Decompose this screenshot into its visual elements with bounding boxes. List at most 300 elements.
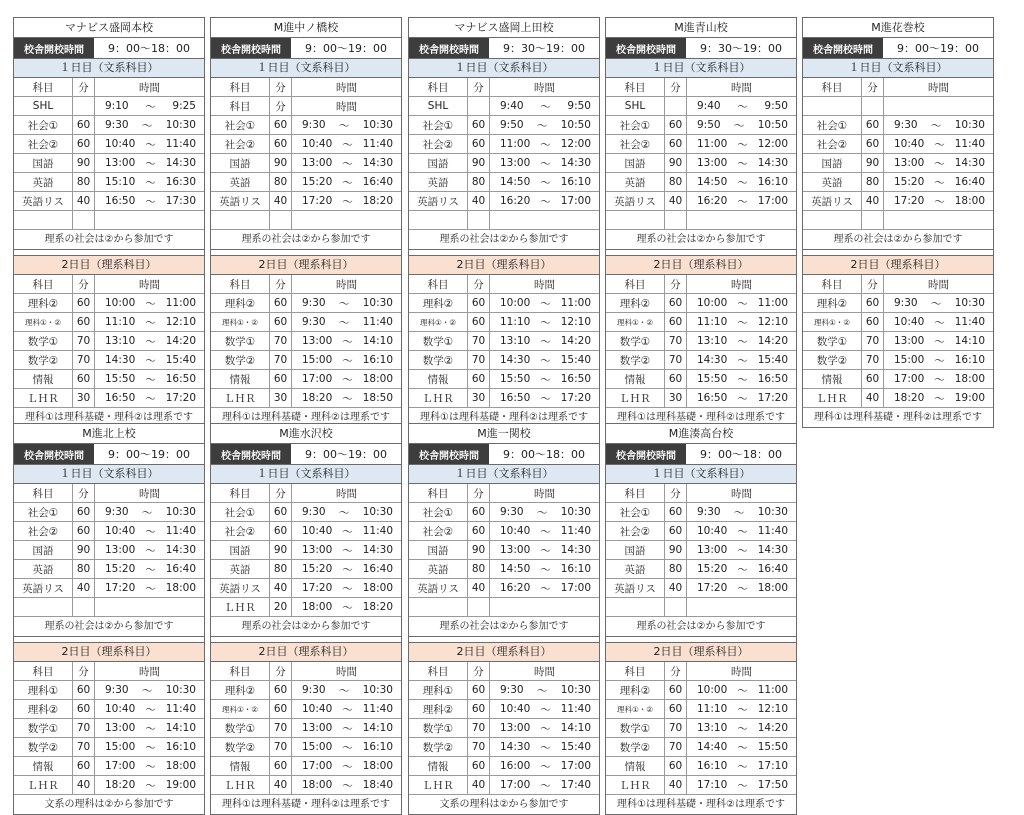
time-cell	[95, 503, 204, 521]
subject-cell: 情報	[606, 370, 665, 388]
subject-cell: 社会②	[211, 522, 270, 540]
table-row	[211, 154, 401, 173]
time-cell	[490, 116, 599, 134]
start-time: 15:00	[894, 354, 925, 366]
subject-cell	[14, 598, 73, 616]
time-cell	[884, 332, 993, 350]
minutes-cell: 60	[73, 135, 95, 153]
opening-hours-row	[409, 444, 599, 465]
time-cell	[687, 97, 796, 115]
start-time: 16:50	[105, 392, 136, 404]
time-cell	[95, 681, 204, 699]
table-row	[409, 97, 599, 116]
end-time: 11:00	[165, 297, 196, 309]
subject-cell: 社会①	[211, 116, 270, 134]
end-time: 9:25	[172, 100, 196, 112]
minutes-cell: 80	[468, 173, 490, 191]
end-time: 19:00	[954, 392, 985, 404]
minutes-cell	[270, 211, 292, 229]
end-time: 18:00	[757, 582, 788, 594]
table-row	[803, 135, 993, 154]
subject-cell: 理科②	[606, 294, 665, 312]
end-time: 11:40	[757, 525, 788, 537]
table-row	[606, 700, 796, 719]
table-row	[409, 351, 599, 370]
table-row	[14, 681, 204, 700]
subject-cell: 理科②	[409, 700, 468, 718]
end-time: 16:10	[165, 741, 196, 753]
tilde: ～	[141, 506, 153, 519]
school-schedule	[13, 423, 205, 815]
table-row	[803, 211, 993, 230]
end-time: 17:10	[757, 760, 788, 772]
start-time: 14:40	[697, 741, 728, 753]
minutes-cell	[665, 598, 687, 616]
tilde: ～	[342, 373, 353, 386]
subject-cell: 英語リス	[14, 579, 73, 597]
subject-cell: 社会①	[803, 116, 862, 134]
time-cell	[95, 522, 204, 540]
opening-hours-value: 9：00～18：00	[108, 42, 190, 55]
day2-header: 2日目（理系科目）	[211, 256, 401, 275]
time-cell	[490, 757, 599, 775]
start-time: 17:00	[894, 373, 925, 385]
end-time: 15:50	[757, 741, 788, 753]
tilde: ～	[737, 779, 748, 792]
end-time: 11:40	[362, 316, 393, 328]
subject-cell: 科目	[211, 97, 270, 115]
table-row	[803, 97, 993, 116]
minutes-cell: 40	[862, 389, 884, 407]
opening-hours-label: 校舎開校時間	[409, 38, 489, 58]
subject-cell: 国語	[409, 154, 468, 172]
table-row	[606, 522, 796, 541]
minutes-cell: 60	[270, 135, 292, 153]
minutes-cell: 60	[665, 135, 687, 153]
table-row	[14, 351, 204, 370]
column-header-minutes: 分	[270, 662, 292, 680]
tilde: ～	[342, 195, 353, 208]
column-header-subject: 科目	[14, 484, 73, 502]
subject-cell: 国語	[409, 541, 468, 559]
subject-cell	[803, 97, 862, 115]
table-row	[211, 294, 401, 313]
minutes-cell: 40	[665, 579, 687, 597]
end-time: 10:30	[165, 684, 196, 696]
day2-note: 文系の理科は②から参加です	[439, 799, 569, 810]
column-header-time: 時間	[731, 487, 752, 500]
subject-cell: 理科①・②	[211, 700, 270, 718]
column-header-time: 時間	[731, 665, 752, 678]
opening-hours-row	[14, 444, 204, 465]
minutes-cell: 60	[270, 757, 292, 775]
opening-hours-row	[409, 38, 599, 59]
time-cell	[292, 192, 401, 210]
table-row	[409, 738, 599, 757]
start-time: 15:50	[500, 373, 531, 385]
school-name: M進花巻校	[803, 18, 993, 38]
end-time: 10:30	[954, 297, 985, 309]
column-header-subject: 科目	[606, 662, 665, 680]
column-header-subject: 科目	[211, 662, 270, 680]
end-time: 14:30	[560, 157, 591, 169]
column-header-minutes: 分	[73, 78, 95, 96]
table-row	[211, 192, 401, 211]
tilde: ～	[342, 563, 353, 576]
start-time: 9:30	[500, 506, 524, 518]
day1-note: 理系の社会は②から参加です	[409, 230, 599, 250]
table-row	[14, 294, 204, 313]
start-time: 9:10	[105, 100, 129, 112]
table-row	[211, 738, 401, 757]
start-time: 14:30	[500, 354, 531, 366]
column-header-time: 時間	[139, 81, 160, 94]
table-row	[606, 211, 796, 230]
end-time: 15:40	[165, 354, 196, 366]
column-header-row	[803, 78, 993, 97]
table-row	[14, 97, 204, 116]
table-row	[409, 173, 599, 192]
end-time: 16:10	[757, 176, 788, 188]
minutes-cell: 60	[468, 522, 490, 540]
subject-cell: 情報	[606, 757, 665, 775]
opening-hours-value: 9：00～19：00	[897, 42, 979, 55]
subject-cell: 国語	[14, 154, 73, 172]
tilde: ～	[342, 354, 353, 367]
time-cell	[884, 211, 993, 229]
end-time: 11:40	[165, 703, 196, 715]
table-row	[409, 700, 599, 719]
minutes-cell: 40	[270, 579, 292, 597]
table-row	[211, 776, 401, 795]
time-cell	[687, 681, 796, 699]
tilde: ～	[540, 779, 551, 792]
time-cell	[95, 370, 204, 388]
start-time: 11:10	[500, 316, 531, 328]
minutes-cell: 60	[862, 313, 884, 331]
time-cell	[292, 560, 401, 578]
table-row	[14, 700, 204, 719]
column-header-time: 時間	[336, 665, 357, 678]
table-row	[606, 681, 796, 700]
column-header-row	[14, 484, 204, 503]
day1-note: 理系の社会は②から参加です	[14, 617, 204, 637]
minutes-cell: 70	[270, 719, 292, 737]
subject-cell	[803, 211, 862, 229]
tilde: ～	[145, 779, 156, 792]
end-time: 15:40	[560, 741, 591, 753]
school-name: マナビス盛岡本校	[14, 18, 204, 38]
day2-note: 理科①は理科基礎・理科②は理系です	[617, 412, 785, 423]
column-header-minutes: 分	[270, 78, 292, 96]
subject-cell: ＬＨＲ	[606, 389, 665, 407]
subject-cell: ＬＨＲ	[211, 389, 270, 407]
start-time: 9:30	[894, 119, 918, 131]
opening-hours-row	[211, 38, 401, 59]
end-time: 16:30	[165, 176, 196, 188]
start-time: 10:40	[302, 138, 333, 150]
end-time: 18:00	[165, 760, 196, 772]
start-time: 13:10	[697, 335, 728, 347]
subject-cell: 情報	[14, 370, 73, 388]
time-cell	[490, 700, 599, 718]
time-cell	[490, 370, 599, 388]
tilde: ～	[737, 392, 748, 405]
day1-header: １日目（文系科目）	[14, 465, 204, 484]
tilde: ～	[540, 544, 551, 557]
subject-cell: 英語	[409, 560, 468, 578]
time-cell	[490, 192, 599, 210]
minutes-cell: 40	[73, 579, 95, 597]
minutes-cell: 60	[270, 116, 292, 134]
end-time: 16:40	[362, 176, 393, 188]
school-schedule	[13, 17, 205, 428]
time-cell	[687, 579, 796, 597]
column-header-minutes: 分	[73, 662, 95, 680]
table-row	[211, 503, 401, 522]
minutes-cell: 60	[468, 370, 490, 388]
minutes-cell: 80	[862, 173, 884, 191]
minutes-cell: 90	[468, 541, 490, 559]
subject-cell: ＬＨＲ	[211, 598, 270, 616]
tilde: ～	[737, 157, 748, 170]
subject-cell: 数学②	[803, 351, 862, 369]
tilde: ～	[737, 373, 748, 386]
subject-cell: 理科①・②	[211, 313, 270, 331]
table-row	[409, 541, 599, 560]
tilde: ～	[737, 195, 748, 208]
tilde: ～	[930, 119, 942, 132]
end-time: 9:50	[764, 100, 788, 112]
minutes-cell: 20	[270, 598, 292, 616]
tilde: ～	[145, 354, 156, 367]
start-time: 10:40	[894, 138, 925, 150]
opening-hours-value: 9：00～18：00	[700, 448, 782, 461]
table-row	[409, 154, 599, 173]
opening-hours-value: 9：00～18：00	[503, 448, 585, 461]
minutes-cell: 60	[665, 757, 687, 775]
end-time: 17:30	[165, 195, 196, 207]
start-time: 14:30	[500, 741, 531, 753]
table-row	[409, 332, 599, 351]
minutes-cell: 60	[73, 503, 95, 521]
end-time: 17:20	[560, 392, 591, 404]
end-time: 14:30	[362, 157, 393, 169]
minutes-cell: 60	[468, 116, 490, 134]
school-schedule	[408, 17, 600, 428]
day2-note: 理科①は理科基礎・理科②は理系です	[222, 799, 390, 810]
column-header-minutes: 分	[665, 275, 687, 293]
table-row	[14, 503, 204, 522]
end-time: 10:30	[560, 506, 591, 518]
subject-cell: 国語	[803, 154, 862, 172]
time-cell	[687, 211, 796, 229]
tilde: ～	[342, 138, 353, 151]
end-time: 10:30	[954, 119, 985, 131]
time-cell	[292, 503, 401, 521]
end-time: 18:00	[165, 582, 196, 594]
time-cell	[95, 738, 204, 756]
subject-cell	[606, 211, 665, 229]
subject-cell: 理科②	[606, 681, 665, 699]
minutes-cell: 80	[468, 560, 490, 578]
table-row	[409, 579, 599, 598]
time-cell	[687, 700, 796, 718]
subject-cell: 数学①	[14, 719, 73, 737]
subject-cell: 英語リス	[606, 579, 665, 597]
tilde: ～	[540, 354, 551, 367]
minutes-cell: 70	[665, 738, 687, 756]
tilde: ～	[342, 601, 353, 614]
column-header-subject: 科目	[14, 662, 73, 680]
minutes-cell: 60	[468, 681, 490, 699]
subject-cell: ＬＨＲ	[14, 389, 73, 407]
tilde: ～	[540, 100, 551, 113]
tilde: ～	[145, 722, 156, 735]
minutes-cell: 60	[665, 522, 687, 540]
column-header-time: 時間	[534, 665, 555, 678]
end-time: 16:10	[560, 563, 591, 575]
subject-cell	[409, 598, 468, 616]
opening-hours-label: 校舎開校時間	[606, 444, 686, 464]
subject-cell: SHL	[14, 97, 73, 115]
start-time: 11:10	[105, 316, 136, 328]
start-time: 13:00	[500, 722, 531, 734]
time-cell	[687, 598, 796, 616]
table-row	[14, 719, 204, 738]
tilde: ～	[145, 138, 156, 151]
day1-note: 理系の社会は②から参加です	[14, 230, 204, 250]
start-time: 17:20	[302, 195, 333, 207]
tilde: ～	[540, 703, 551, 716]
minutes-cell: 40	[270, 192, 292, 210]
time-cell	[490, 598, 599, 616]
end-time: 11:40	[954, 316, 985, 328]
minutes-cell: 60	[73, 294, 95, 312]
minutes-cell: 60	[270, 700, 292, 718]
minutes-cell: 80	[73, 173, 95, 191]
table-row	[606, 719, 796, 738]
column-header-subject: 科目	[211, 275, 270, 293]
subject-cell: 社会②	[606, 135, 665, 153]
table-row	[211, 116, 401, 135]
table-row	[211, 135, 401, 154]
table-row	[606, 173, 796, 192]
time-cell	[884, 135, 993, 153]
end-time: 18:20	[362, 601, 393, 613]
subject-cell: 英語	[211, 560, 270, 578]
tilde: ～	[934, 316, 945, 329]
subject-cell: 社会①	[409, 116, 468, 134]
time-cell	[292, 389, 401, 407]
minutes-cell: 60	[862, 294, 884, 312]
table-row	[409, 560, 599, 579]
minutes-cell: 70	[665, 351, 687, 369]
table-row	[211, 370, 401, 389]
subject-cell: 英語リス	[606, 192, 665, 210]
tilde: ～	[737, 760, 748, 773]
time-cell	[490, 389, 599, 407]
day2-header: 2日目（理系科目）	[409, 256, 599, 275]
day2-header: 2日目（理系科目）	[14, 643, 204, 662]
minutes-cell: 60	[73, 522, 95, 540]
start-time: 17:20	[894, 195, 925, 207]
table-row	[606, 192, 796, 211]
subject-cell: 理科②	[14, 294, 73, 312]
tilde: ～	[145, 373, 156, 386]
time-cell	[884, 294, 993, 312]
minutes-cell: 80	[270, 173, 292, 191]
time-cell	[884, 97, 993, 115]
end-time: 11:40	[165, 525, 196, 537]
subject-cell: 理科①・②	[14, 313, 73, 331]
tilde: ～	[145, 544, 156, 557]
day1-note: 理系の社会は②から参加です	[211, 230, 401, 250]
school-name: M進水沢校	[211, 424, 401, 444]
time-cell	[292, 332, 401, 350]
minutes-cell	[665, 211, 687, 229]
end-time: 16:40	[362, 563, 393, 575]
time-cell	[884, 154, 993, 172]
end-time: 18:20	[362, 195, 393, 207]
day2-header: 2日目（理系科目）	[606, 643, 796, 662]
opening-hours-row	[803, 38, 993, 59]
day1-header: １日目（文系科目）	[14, 59, 204, 78]
tilde: ～	[141, 119, 153, 132]
column-header-minutes: 分	[73, 275, 95, 293]
start-time: 13:00	[302, 335, 333, 347]
time-cell	[292, 370, 401, 388]
table-row	[14, 541, 204, 560]
minutes-cell: 70	[468, 351, 490, 369]
column-header-minutes: 分	[468, 662, 490, 680]
tilde: ～	[145, 316, 156, 329]
minutes-cell: 70	[73, 738, 95, 756]
time-cell	[292, 351, 401, 369]
tilde: ～	[737, 100, 748, 113]
end-time: 16:40	[165, 563, 196, 575]
start-time: 16:20	[500, 582, 531, 594]
tilde: ～	[540, 525, 551, 538]
opening-hours-row	[606, 444, 796, 465]
start-time: 14:50	[500, 176, 531, 188]
subject-cell: 英語リス	[803, 192, 862, 210]
subject-cell: 理科②	[211, 294, 270, 312]
end-time: 16:50	[757, 373, 788, 385]
time-cell	[292, 97, 401, 115]
time-cell	[292, 173, 401, 191]
school-schedule	[605, 423, 797, 815]
end-time: 18:00	[362, 760, 393, 772]
minutes-cell: 60	[468, 700, 490, 718]
minutes-cell: 60	[468, 503, 490, 521]
tilde: ～	[342, 760, 353, 773]
time-cell	[95, 211, 204, 229]
end-time: 10:30	[362, 684, 393, 696]
table-row	[211, 351, 401, 370]
subject-cell: 情報	[211, 757, 270, 775]
tilde: ～	[338, 297, 350, 310]
table-row	[14, 211, 204, 230]
end-time: 18:50	[362, 392, 393, 404]
table-row	[14, 389, 204, 408]
minutes-cell: 60	[665, 313, 687, 331]
time-cell	[95, 776, 204, 794]
time-cell	[687, 757, 796, 775]
minutes-cell: 60	[73, 700, 95, 718]
minutes-cell: 60	[73, 370, 95, 388]
subject-cell: 社会①	[211, 503, 270, 521]
